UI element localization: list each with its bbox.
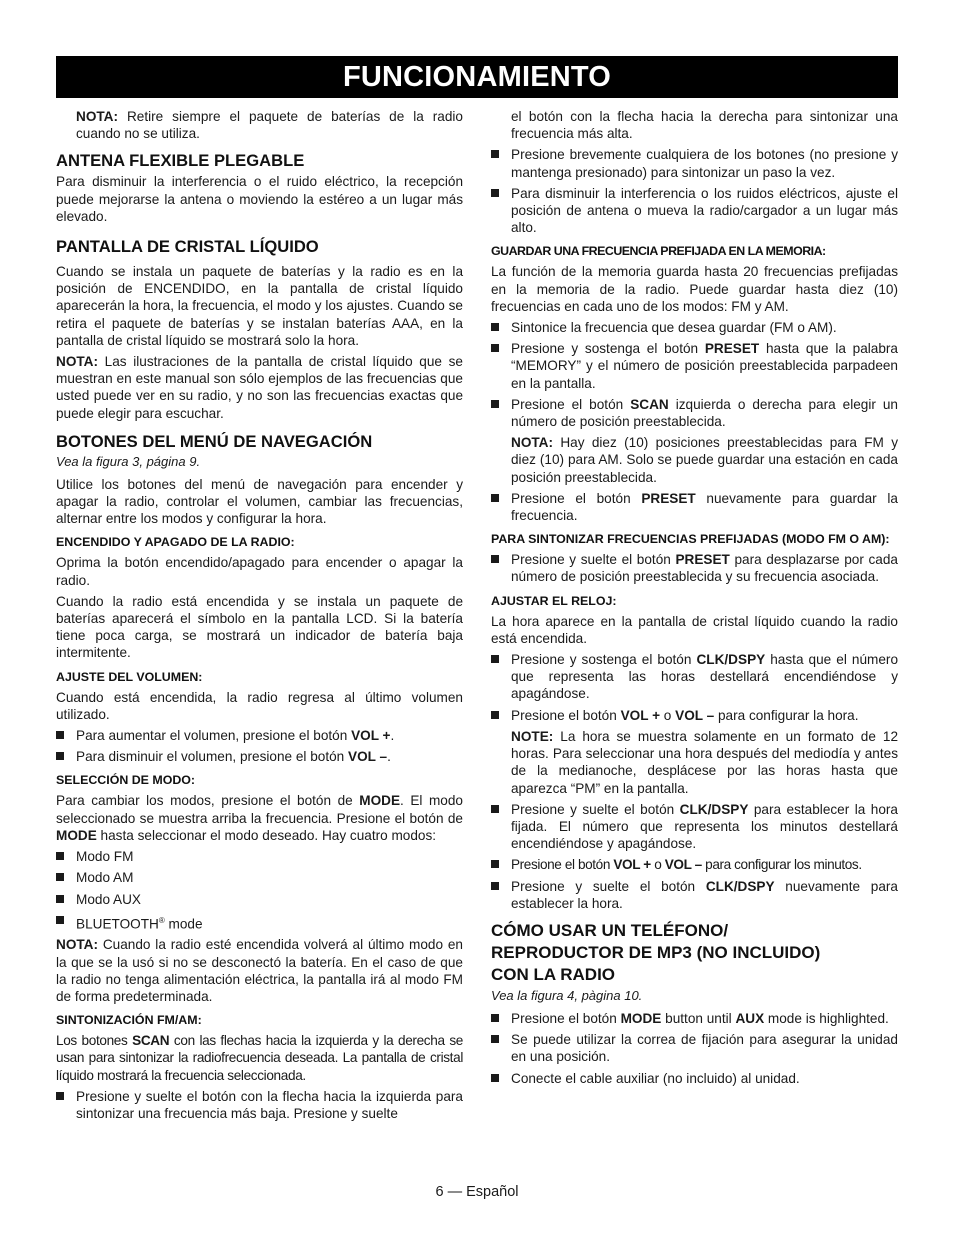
bullet-square-icon <box>491 150 499 158</box>
volumen-text: Cuando está encendida, la radio regresa al último volumen utilizado. <box>56 689 463 722</box>
heading-botones: BOTONES DEL MENÚ DE NAVEGACIÓN <box>56 431 373 451</box>
page-footer: 6 — Español <box>435 1184 519 1200</box>
heading-modo: SELECCIÓN DE MODO: <box>56 773 196 788</box>
bullet-square-icon <box>56 873 64 881</box>
heading-telefono: CÓMO USAR UN TELÉFONO/ REPRODUCTOR DE MP3 (NO INCLUIDO) CON LA RADIO <box>491 920 821 984</box>
encendido-p1: Oprima la botón encendido/apagado para encender o apagar la radio. <box>56 555 463 588</box>
reloj-note: NOTE: La hora se muestra solamente en un formato de 12 horas. Para seleccionar una hora después del mediodía y antes de la medianoche, desplácese por las horas hasta que aparezca “PM” en la pantalla. <box>511 728 898 796</box>
right-column <box>491 108 898 1091</box>
pantalla-note: NOTA: Las ilustraciones de la pantalla de cristal líquido que se muestran en este manual son sólo ejemplos de las frecuencias que usted puede ver en su radio, y no son las frecuencias exactas que puede elegir para escuchar. <box>56 354 463 421</box>
encendido-p2: Cuando la radio está encendida y se instala un paquete de baterías aparecerá el símbolo en la pantalla LCD. Si la batería tiene poca carga, se mostrará un indicador de batería baja intermitente. <box>56 593 463 661</box>
bullet-square-icon <box>56 895 64 903</box>
note-battery: NOTA: Retire siempre el paquete de baterías de la radio cuando no se utiliza. <box>76 109 463 142</box>
heading-encendido: ENCENDIDO Y APAGADO DE LA RADIO: <box>56 535 295 550</box>
bullet-square-icon <box>491 555 499 563</box>
telefono-ref: Vea la figura 4, pàgina 10. <box>491 987 643 1003</box>
bullet-square-icon <box>491 323 499 331</box>
guardar-list-2 <box>491 490 898 524</box>
list-item: Para aumentar el volumen, presione el botón VOL +. <box>56 727 463 744</box>
bullet-square-icon <box>491 344 499 352</box>
list-item: Presione y sostenga el botón PRESET hasta que la palabra “MEMORY” y el número de posición preestablecida parpadeen en la pantalla. <box>491 340 898 392</box>
list-item: Presione el botón VOL + o VOL – para configurar los minutos. <box>491 856 898 873</box>
botones-ref: Vea la figura 3, página 9. <box>56 453 201 469</box>
heading-volumen: AJUSTE DEL VOLUMEN: <box>56 669 203 684</box>
guardar-list <box>491 319 898 430</box>
bullet-square-icon <box>491 1014 499 1022</box>
bullet-square-icon <box>56 852 64 860</box>
bullet-square-icon <box>491 860 499 868</box>
list-item: Presione el botón VOL + o VOL – para configurar la hora. <box>491 707 898 724</box>
heading-guardar: GUARDAR UNA FRECUENCIA PREFIJADA EN LA MEMORIA: <box>491 244 826 259</box>
bullet-square-icon <box>491 655 499 663</box>
bullet-square-icon <box>491 189 499 197</box>
list-item: Presione y suelte el botón con la flecha hacia la izquierda para sintonizar una frecuencia más baja. Presione y suelte <box>56 1088 463 1122</box>
antena-text: Para disminuir la interferencia o el ruido eléctrico, la recepción puede mejorarse la antena o moviendo la estéreo a un lugar más elevado. <box>56 174 463 224</box>
list-item: Presione y suelte el botón PRESET para desplazarse por cada número de posición preestablecida y su frecuencia asociada. <box>491 551 898 585</box>
list-item: Presione brevemente cualquiera de los botones (no presione y mantenga presionado) para sintonizar un paso la vez. <box>491 146 898 180</box>
list-item: Para disminuir el volumen, presione el botón VOL –. <box>56 748 463 765</box>
bullet-square-icon <box>491 882 499 890</box>
heading-sintonizacion: SINTONIZACIÓN FM/AM: <box>56 1013 202 1028</box>
volumen-list <box>56 727 463 765</box>
list-item: BLUETOOTH® mode <box>56 912 463 933</box>
reloj-text: La hora aparece en la pantalla de cristal líquido cuando la radio está encendida. <box>491 613 898 646</box>
bullet-square-icon <box>56 1092 64 1100</box>
modo-list <box>56 848 463 932</box>
heading-prefijadas: PARA SINTONIZAR FRECUENCIAS PREFIJADAS (MODO FM O AM): <box>491 532 890 547</box>
telefono-list <box>491 1010 898 1087</box>
list-item: Modo AM <box>56 869 463 886</box>
bullet-square-icon <box>491 1035 499 1043</box>
pantalla-text: Cuando se instala un paquete de baterías y la radio es en la posición de ENCENDIDO, en la pantalla de cristal líquido aparecerán la hora, la frecuencia, el modo y los ajustes. Cuando se retira el paquete de baterías y se instalan baterías AAA, en la pantalla de cristal líquido se mostrará solo la hora. <box>56 264 463 348</box>
list-item: Se puede utilizar la correa de fijación para asegurar la unidad en una posición. <box>491 1031 898 1065</box>
list-item: Para disminuir la interferencia o los ruidos eléctricos, ajuste el posición de antena o mueva la radio/cargador a un lugar más alto. <box>491 185 898 237</box>
bullet-square-icon <box>491 494 499 502</box>
modo-note: NOTA: Cuando la radio esté encendida volverá al último modo en la que se la usó si no se desconectó la batería. En el caso de que la radio no tenga alimentación eléctrica, la pantalla irá al modo FM de forma predeterminada. <box>56 937 463 1005</box>
sintonizacion-text: Los botones SCAN con las flechas hacia la izquierda y la derecha se usan para sintonizar la radiofrecuencia deseada. La pantalla de cristal líquido mostrará la frecuencia seleccionada. <box>56 1033 463 1083</box>
bullet-square-icon <box>56 752 64 760</box>
guardar-note: NOTA: Hay diez (10) posiciones preestablecidas para FM y diez (10) para AM. Solo se puede guardar una estación en cada posición preestablecida. <box>511 435 898 485</box>
bullet-square-icon <box>491 711 499 719</box>
list-item: Presione y suelte el botón CLK/DSPY nuevamente para establecer la hora. <box>491 878 898 912</box>
sintonizacion-list-cont <box>491 146 898 236</box>
list-item: Presione el botón PRESET nuevamente para guardar la frecuencia. <box>491 490 898 524</box>
heading-antena: ANTENA FLEXIBLE PLEGABLE <box>56 151 305 171</box>
list-item: Presione el botón SCAN izquierda o derecha para elegir un número de posición preestablecida. <box>491 396 898 430</box>
bullet-square-icon <box>56 731 64 739</box>
prefijadas-list <box>491 551 898 585</box>
guardar-text: La función de la memoria guarda hasta 20 frecuencias prefijadas en la memoria de la radio. Puede guardar hasta diez (10) frecuencias en cada uno de los modos: FM y AM. <box>491 264 898 314</box>
heading-pantalla: PANTALLA DE CRISTAL LÍQUIDO <box>56 237 319 257</box>
reloj-list-2 <box>491 801 898 912</box>
sintonizacion-list <box>56 1088 463 1122</box>
bullet-square-icon <box>491 400 499 408</box>
list-item: Modo AUX <box>56 891 463 908</box>
bullet-square-icon <box>491 1074 499 1082</box>
modo-text: Para cambiar los modos, presione el botón de MODE. El modo seleccionado se muestra arriba la frecuencia. Presione el botón de MODE hasta seleccionar el modo deseado. Hay cuatro modos: <box>56 793 463 843</box>
list-item: Sintonice la frecuencia que desea guardar (FM o AM). <box>491 319 898 336</box>
list-item: Presione y suelte el botón CLK/DSPY para establecer la hora fijada. El número que representa los minutos destellará encendiéndose y apagándose. <box>491 801 898 853</box>
reloj-list <box>491 651 898 724</box>
botones-text: Utilice los botones del menú de navegación para encender y apagar la radio, controlar el volumen, cambiar las frecuencias, alternar entre los modos y configurar la hora. <box>56 476 463 527</box>
list-item: Presione el botón MODE button until AUX mode is highlighted. <box>491 1010 898 1027</box>
list-item: Conecte el cable auxiliar (no incluido) al unidad. <box>491 1070 898 1087</box>
sintonizacion-cont: el botón con la flecha hacia la derecha para sintonizar una frecuencia más alta. <box>511 109 898 142</box>
bullet-square-icon <box>491 805 499 813</box>
list-item: Presione y sostenga el botón CLK/DSPY hasta que el número que representa las horas destellará encendiéndose y apagándose. <box>491 651 898 703</box>
list-item: Modo FM <box>56 848 463 865</box>
bullet-square-icon <box>56 916 64 924</box>
section-banner: FUNCIONAMIENTO <box>56 56 898 98</box>
heading-reloj: AJUSTAR EL RELOJ: <box>491 593 617 608</box>
left-column <box>56 108 463 1126</box>
